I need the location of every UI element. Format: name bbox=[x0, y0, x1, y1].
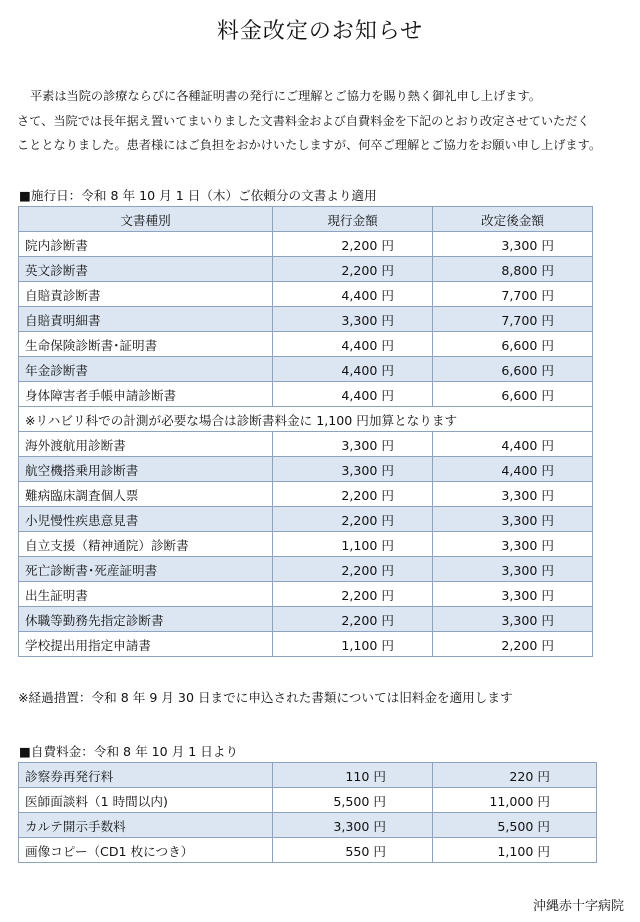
column-header-current: 現行金額 bbox=[273, 207, 433, 232]
cell-document-type: 画像コピー（CD1 枚につき） bbox=[19, 838, 273, 863]
self-pay-heading: ■自費料金：令和 8 年 10 月 1 日より bbox=[19, 744, 239, 759]
cell-document-type: 難病臨床調査個人票 bbox=[19, 482, 273, 507]
table-row-note bbox=[19, 407, 593, 432]
cell-current-fee: 2,200 円 bbox=[273, 582, 433, 607]
cell-revised-fee: 3,300 円 bbox=[433, 557, 593, 582]
intro-line: さて、当院では長年据え置いてまいりました文書料金および自費料金を下記のとおり改定させていただく bbox=[17, 113, 590, 128]
cell-current-fee: 3,300 円 bbox=[273, 432, 433, 457]
cell-revised-fee: 3,300 円 bbox=[433, 482, 593, 507]
cell-current-fee: 2,200 円 bbox=[273, 507, 433, 532]
cell-current-fee: 550 円 bbox=[273, 838, 433, 863]
cell-current-fee: 2,200 円 bbox=[273, 482, 433, 507]
cell-document-type: 院内診断書 bbox=[19, 232, 273, 257]
cell-document-type: 休職等勤務先指定診断書 bbox=[19, 607, 273, 632]
transition-note: ※経過措置：令和 8 年 9 月 30 日までに申込された書類については旧料金を適用します bbox=[18, 690, 513, 705]
documents-heading: ■施行日：令和 8 年 10 月 1 日（木）ご依頼分の文書より適用 bbox=[19, 188, 377, 203]
cell-current-fee: 2,200 円 bbox=[273, 257, 433, 282]
cell-document-type: 自賠責明細書 bbox=[19, 307, 273, 332]
cell-revised-fee: 220 円 bbox=[433, 763, 597, 788]
cell-current-fee: 4,400 円 bbox=[273, 332, 433, 357]
column-header-revised: 改定後金額 bbox=[433, 207, 593, 232]
cell-revised-fee: 6,600 円 bbox=[433, 332, 593, 357]
cell-current-fee: 5,500 円 bbox=[273, 788, 433, 813]
cell-current-fee: 2,200 円 bbox=[273, 232, 433, 257]
rehab-note: ※リハビリ科での計測が必要な場合は診断書料金に 1,100 円加算となります bbox=[19, 407, 593, 432]
cell-document-type: 海外渡航用診断書 bbox=[19, 432, 273, 457]
cell-document-type: 自賠責診断書 bbox=[19, 282, 273, 307]
table-row bbox=[19, 257, 593, 282]
cell-document-type: 生命保険診断書･証明書 bbox=[19, 332, 273, 357]
cell-document-type: 診察券再発行料 bbox=[19, 763, 273, 788]
table-row bbox=[19, 232, 593, 257]
cell-current-fee: 3,300 円 bbox=[273, 457, 433, 482]
cell-revised-fee: 6,600 円 bbox=[433, 382, 593, 407]
cell-revised-fee: 1,100 円 bbox=[433, 838, 597, 863]
cell-current-fee: 4,400 円 bbox=[273, 382, 433, 407]
cell-document-type: 年金診断書 bbox=[19, 357, 273, 382]
cell-current-fee: 4,400 円 bbox=[273, 357, 433, 382]
cell-document-type: 出生証明書 bbox=[19, 582, 273, 607]
cell-document-type: 自立支援（精神通院）診断書 bbox=[19, 532, 273, 557]
cell-current-fee: 3,300 円 bbox=[273, 307, 433, 332]
cell-revised-fee: 2,200 円 bbox=[433, 632, 593, 657]
cell-document-type: 小児慢性疾患意見書 bbox=[19, 507, 273, 532]
cell-current-fee: 110 円 bbox=[273, 763, 433, 788]
table-row bbox=[19, 307, 593, 332]
table-row bbox=[19, 788, 597, 813]
cell-document-type: 医師面談料（1 時間以内) bbox=[19, 788, 273, 813]
table-row bbox=[19, 582, 593, 607]
cell-revised-fee: 8,800 円 bbox=[433, 257, 593, 282]
cell-revised-fee: 7,700 円 bbox=[433, 307, 593, 332]
cell-current-fee: 2,200 円 bbox=[273, 557, 433, 582]
intro-text bbox=[17, 84, 637, 158]
table-header-row bbox=[19, 207, 593, 232]
cell-current-fee: 1,100 円 bbox=[273, 532, 433, 557]
cell-current-fee: 3,300 円 bbox=[273, 813, 433, 838]
table-row bbox=[19, 763, 597, 788]
cell-revised-fee: 3,300 円 bbox=[433, 582, 593, 607]
cell-document-type: 英文診断書 bbox=[19, 257, 273, 282]
table-row bbox=[19, 282, 593, 307]
intro-line: こととなりました。患者様にはご負担をおかけいたしますが、何卒ご理解とご協力をお願い申し上げます。 bbox=[17, 138, 602, 152]
table-row bbox=[19, 532, 593, 557]
table-row bbox=[19, 607, 593, 632]
column-header-type: 文書種別 bbox=[19, 207, 273, 232]
table-row bbox=[19, 432, 593, 457]
cell-document-type: カルテ開示手数料 bbox=[19, 813, 273, 838]
cell-document-type: 死亡診断書･死産証明書 bbox=[19, 557, 273, 582]
cell-revised-fee: 3,300 円 bbox=[433, 532, 593, 557]
cell-current-fee: 4,400 円 bbox=[273, 282, 433, 307]
table-row bbox=[19, 357, 593, 382]
table-row bbox=[19, 838, 597, 863]
hospital-signature: 沖縄赤十字病院 bbox=[532, 899, 624, 914]
intro-line: 平素は当院の診療ならびに各種証明書の発行にご理解とご協力を賜り熱く御礼申し上げます。 bbox=[30, 89, 541, 103]
cell-revised-fee: 3,300 円 bbox=[433, 507, 593, 532]
self-pay-table bbox=[18, 762, 597, 863]
cell-revised-fee: 3,300 円 bbox=[433, 607, 593, 632]
cell-revised-fee: 4,400 円 bbox=[433, 432, 593, 457]
table-row bbox=[19, 332, 593, 357]
cell-revised-fee: 3,300 円 bbox=[433, 232, 593, 257]
table-row bbox=[19, 632, 593, 657]
table-row bbox=[19, 813, 597, 838]
cell-revised-fee: 5,500 円 bbox=[433, 813, 597, 838]
cell-revised-fee: 4,400 円 bbox=[433, 457, 593, 482]
table-row bbox=[19, 557, 593, 582]
cell-document-type: 航空機搭乗用診断書 bbox=[19, 457, 273, 482]
document-fee-table bbox=[18, 206, 593, 657]
cell-revised-fee: 7,700 円 bbox=[433, 282, 593, 307]
table-row bbox=[19, 507, 593, 532]
cell-revised-fee: 11,000 円 bbox=[433, 788, 597, 813]
cell-current-fee: 2,200 円 bbox=[273, 607, 433, 632]
table-row bbox=[19, 382, 593, 407]
cell-document-type: 学校提出用指定申請書 bbox=[19, 632, 273, 657]
table-row bbox=[19, 457, 593, 482]
cell-document-type: 身体障害者手帳申請診断書 bbox=[19, 382, 273, 407]
table-row bbox=[19, 482, 593, 507]
cell-revised-fee: 6,600 円 bbox=[433, 357, 593, 382]
cell-current-fee: 1,100 円 bbox=[273, 632, 433, 657]
page-title: 料金改定のお知らせ bbox=[216, 19, 424, 44]
